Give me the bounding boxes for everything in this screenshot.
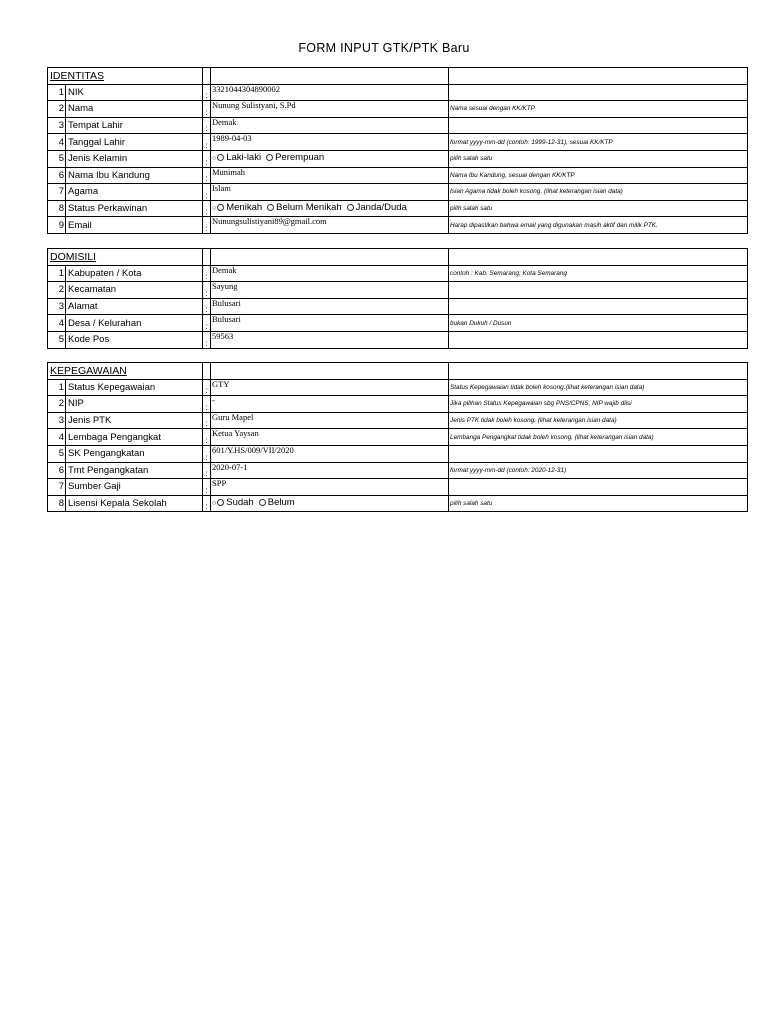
section-kepegawaian xyxy=(47,362,748,512)
table-row xyxy=(48,217,748,234)
tempat-lahir-field[interactable]: Demak xyxy=(211,117,449,134)
colon-cell: : xyxy=(203,150,211,167)
radio-option[interactable] xyxy=(217,497,253,508)
colon-cell: : xyxy=(203,167,211,184)
row-number: 7 xyxy=(48,479,66,496)
row-number: 1 xyxy=(48,379,66,396)
field-note xyxy=(449,298,748,315)
section-header-row xyxy=(48,249,748,266)
colon-cell: : xyxy=(203,462,211,479)
colon-cell: : xyxy=(203,331,211,348)
section-header: IDENTITAS xyxy=(48,68,203,85)
colon-cell: : xyxy=(203,445,211,462)
agama-field[interactable]: Islam xyxy=(211,184,449,201)
table-row xyxy=(48,479,748,496)
lembaga-pengangkat-field[interactable]: Ketua Yaysan xyxy=(211,429,449,446)
status-kepegawaian-field[interactable]: GTY xyxy=(211,379,449,396)
radio-option-label: Laki-laki xyxy=(226,152,262,164)
field-label: Jenis Kelamin xyxy=(66,150,203,167)
colon-cell: : xyxy=(203,134,211,151)
radio-option[interactable] xyxy=(266,152,324,163)
field-note: Jenis PTK tidak boleh kosong. (lihat keterangan isian data) xyxy=(449,412,748,429)
colon-cell xyxy=(203,363,211,380)
section-header: KEPEGAWAIAN xyxy=(48,363,203,380)
radio-option[interactable] xyxy=(217,202,262,213)
nama-ibu-kandung-field[interactable]: Munimah xyxy=(211,167,449,184)
row-number: 7 xyxy=(48,184,66,201)
table-row xyxy=(48,396,748,413)
note-cell xyxy=(449,363,748,380)
field-note xyxy=(449,479,748,496)
jenis-kelamin-radio-group[interactable] xyxy=(211,150,449,167)
colon-cell: : xyxy=(203,315,211,332)
colon-cell: : xyxy=(203,396,211,413)
radio-circle-icon[interactable] xyxy=(266,154,273,161)
radio-option-label: Janda/Duda xyxy=(355,202,407,214)
field-label: Lisensi Kepala Sekolah xyxy=(66,495,203,512)
colon-cell: : xyxy=(203,117,211,134)
table-row xyxy=(48,462,748,479)
field-note: Jika pilihan Status Kepegawaian sbg PNS/CPNS, NIP wajib diisi xyxy=(449,396,748,413)
radio-circle-icon[interactable] xyxy=(217,154,224,161)
table-row xyxy=(48,117,748,134)
table-row xyxy=(48,495,748,512)
field-label: Kode Pos xyxy=(66,331,203,348)
field-note xyxy=(449,282,748,299)
field-label: Kecamatan xyxy=(66,282,203,299)
table-row xyxy=(48,184,748,201)
table-row xyxy=(48,298,748,315)
radio-circle-icon[interactable] xyxy=(347,204,354,211)
radio-option-label: Perempuan xyxy=(275,152,325,164)
colon-cell: : xyxy=(203,282,211,299)
row-number: 2 xyxy=(48,396,66,413)
field-note xyxy=(449,331,748,348)
colon-cell: : xyxy=(203,184,211,201)
field-label: Tempat Lahir xyxy=(66,117,203,134)
field-label: Nama Ibu Kandung xyxy=(66,167,203,184)
field-note: Status Kepegawaian tidak boleh kosong.(lihat keterangan isian data) xyxy=(449,379,748,396)
section-header: DOMISILI xyxy=(48,249,203,266)
field-label: Alamat xyxy=(66,298,203,315)
colon-cell xyxy=(203,249,211,266)
nik-field[interactable]: 3321044304890002 xyxy=(211,84,449,101)
kecamatan-field[interactable]: Sayung xyxy=(211,282,449,299)
colon-cell: : xyxy=(203,495,211,512)
small-circle-icon: ○ xyxy=(212,500,217,508)
table-row xyxy=(48,315,748,332)
field-label: Status Kepegawaian xyxy=(66,379,203,396)
section-header-row xyxy=(48,363,748,380)
radio-option-label: Sudah xyxy=(226,497,254,509)
tmt-pengangkatan-field[interactable]: 2020-07-1 xyxy=(211,462,449,479)
sumber-gaji-field[interactable]: SPP xyxy=(211,479,449,496)
row-number: 3 xyxy=(48,298,66,315)
section-header-row xyxy=(48,68,748,85)
row-number: 3 xyxy=(48,412,66,429)
lisensi-kepala-sekolah-radio-group[interactable] xyxy=(211,495,449,512)
colon-cell: : xyxy=(203,412,211,429)
colon-cell: : xyxy=(203,200,211,217)
field-label: Kabupaten / Kota xyxy=(66,265,203,282)
table-row xyxy=(48,379,748,396)
table-row xyxy=(48,84,748,101)
table-row xyxy=(48,265,748,282)
radio-option-label: Menikah xyxy=(226,202,263,214)
sk-pengangkatan-field[interactable]: 601/Y.HS/009/VII/2020 xyxy=(211,445,449,462)
field-note: format yyyy-mm-dd (contoh: 2020-12-31) xyxy=(449,462,748,479)
field-note xyxy=(449,84,748,101)
status-perkawinan-radio-group[interactable] xyxy=(211,200,449,217)
row-number: 6 xyxy=(48,462,66,479)
row-number: 2 xyxy=(48,282,66,299)
field-note: Harap dipastikan bahwa email yang digunakan masih aktif dan milik PTK. xyxy=(449,217,748,234)
note-cell xyxy=(449,68,748,85)
row-number: 5 xyxy=(48,445,66,462)
table-row xyxy=(48,167,748,184)
field-label: Agama xyxy=(66,184,203,201)
field-note: pilih salah satu xyxy=(449,150,748,167)
jenis-ptk-field[interactable]: Guru Mapel xyxy=(211,412,449,429)
table-row xyxy=(48,429,748,446)
colon-cell: : xyxy=(203,479,211,496)
row-number: 1 xyxy=(48,84,66,101)
radio-circle-icon[interactable] xyxy=(217,499,224,506)
form-title: FORM INPUT GTK/PTK Baru xyxy=(298,41,470,55)
value-cell xyxy=(211,363,449,380)
value-cell xyxy=(211,249,449,266)
radio-option[interactable] xyxy=(267,202,341,213)
radio-option-label: Belum Menikah xyxy=(276,202,342,214)
row-number: 8 xyxy=(48,495,66,512)
radio-circle-icon[interactable] xyxy=(217,204,224,211)
table-row xyxy=(48,101,748,118)
radio-option[interactable] xyxy=(347,202,407,213)
table-row xyxy=(48,445,748,462)
colon-cell: : xyxy=(203,217,211,234)
field-note: Lembanga Pengangkat tidak boleh kosong. (lihat keterangan isian data) xyxy=(449,429,748,446)
row-number: 5 xyxy=(48,150,66,167)
table-row xyxy=(48,134,748,151)
colon-cell: : xyxy=(203,429,211,446)
row-number: 2 xyxy=(48,101,66,118)
field-label: Nama xyxy=(66,101,203,118)
tanggal-lahir-field[interactable]: 1989-04-03 xyxy=(211,134,449,151)
field-note xyxy=(449,445,748,462)
colon-cell: : xyxy=(203,265,211,282)
field-label: Sumber Gaji xyxy=(66,479,203,496)
small-circle-icon: ○ xyxy=(212,155,217,163)
field-note: Isian Agama tidak boleh kosong. (lihat keterangan isian data) xyxy=(449,184,748,201)
row-number: 4 xyxy=(48,134,66,151)
field-label: Desa / Kelurahan xyxy=(66,315,203,332)
nama-field[interactable]: Nunung Sulistyani, S.Pd xyxy=(211,101,449,118)
radio-option[interactable] xyxy=(217,152,261,163)
row-number: 6 xyxy=(48,167,66,184)
email-field[interactable]: Nunungsulistiyani89@gmail.com xyxy=(211,217,449,234)
kabupaten-kota-field[interactable]: Demak xyxy=(211,265,449,282)
row-number: 4 xyxy=(48,315,66,332)
kode-pos-field[interactable]: 59563 xyxy=(211,331,449,348)
table-row xyxy=(48,200,748,217)
field-label: Email xyxy=(66,217,203,234)
row-number: 5 xyxy=(48,331,66,348)
table-row xyxy=(48,150,748,167)
colon-cell xyxy=(203,68,211,85)
field-note xyxy=(449,117,748,134)
row-number: 4 xyxy=(48,429,66,446)
field-label: Status Perkawinan xyxy=(66,200,203,217)
field-label: NIP xyxy=(66,396,203,413)
field-label: Tmt Pengangkatan xyxy=(66,462,203,479)
field-label: NIK xyxy=(66,84,203,101)
row-number: 9 xyxy=(48,217,66,234)
radio-option[interactable] xyxy=(259,497,295,508)
desa-kelurahan-field[interactable]: Bulusari xyxy=(211,315,449,332)
radio-circle-icon[interactable] xyxy=(259,499,266,506)
value-cell xyxy=(211,68,449,85)
field-note: Nama Ibu Kandung, sesuai dengan KK/KTP xyxy=(449,167,748,184)
colon-cell: : xyxy=(203,84,211,101)
note-cell xyxy=(449,249,748,266)
row-number: 1 xyxy=(48,265,66,282)
field-label: Jenis PTK xyxy=(66,412,203,429)
small-circle-icon: ○ xyxy=(212,205,217,213)
radio-circle-icon[interactable] xyxy=(267,204,274,211)
field-note: pilih salah satu xyxy=(449,200,748,217)
field-note: bukan Dukuh / Dusun xyxy=(449,315,748,332)
nip-field[interactable]: - xyxy=(211,396,449,413)
section-domisili xyxy=(47,248,748,349)
field-note: format yyyy-mm-dd (contoh: 1999-12-31), sesuai KK/KTP xyxy=(449,134,748,151)
alamat-field[interactable]: Bulusari xyxy=(211,298,449,315)
colon-cell: : xyxy=(203,298,211,315)
colon-cell: : xyxy=(203,379,211,396)
table-row xyxy=(48,331,748,348)
row-number: 3 xyxy=(48,117,66,134)
field-note: Nama sesuai dengan KK/KTP xyxy=(449,101,748,118)
table-row xyxy=(48,412,748,429)
radio-option-label: Belum xyxy=(267,497,295,509)
field-note: contoh : Kab. Semarang; Kota Semarang xyxy=(449,265,748,282)
field-label: SK Pengangkatan xyxy=(66,445,203,462)
field-note: pilih salah satu xyxy=(449,495,748,512)
table-row xyxy=(48,282,748,299)
field-label: Lembaga Pengangkat xyxy=(66,429,203,446)
section-identitas xyxy=(47,67,748,234)
row-number: 8 xyxy=(48,200,66,217)
field-label: Tanggal Lahir xyxy=(66,134,203,151)
colon-cell: : xyxy=(203,101,211,118)
